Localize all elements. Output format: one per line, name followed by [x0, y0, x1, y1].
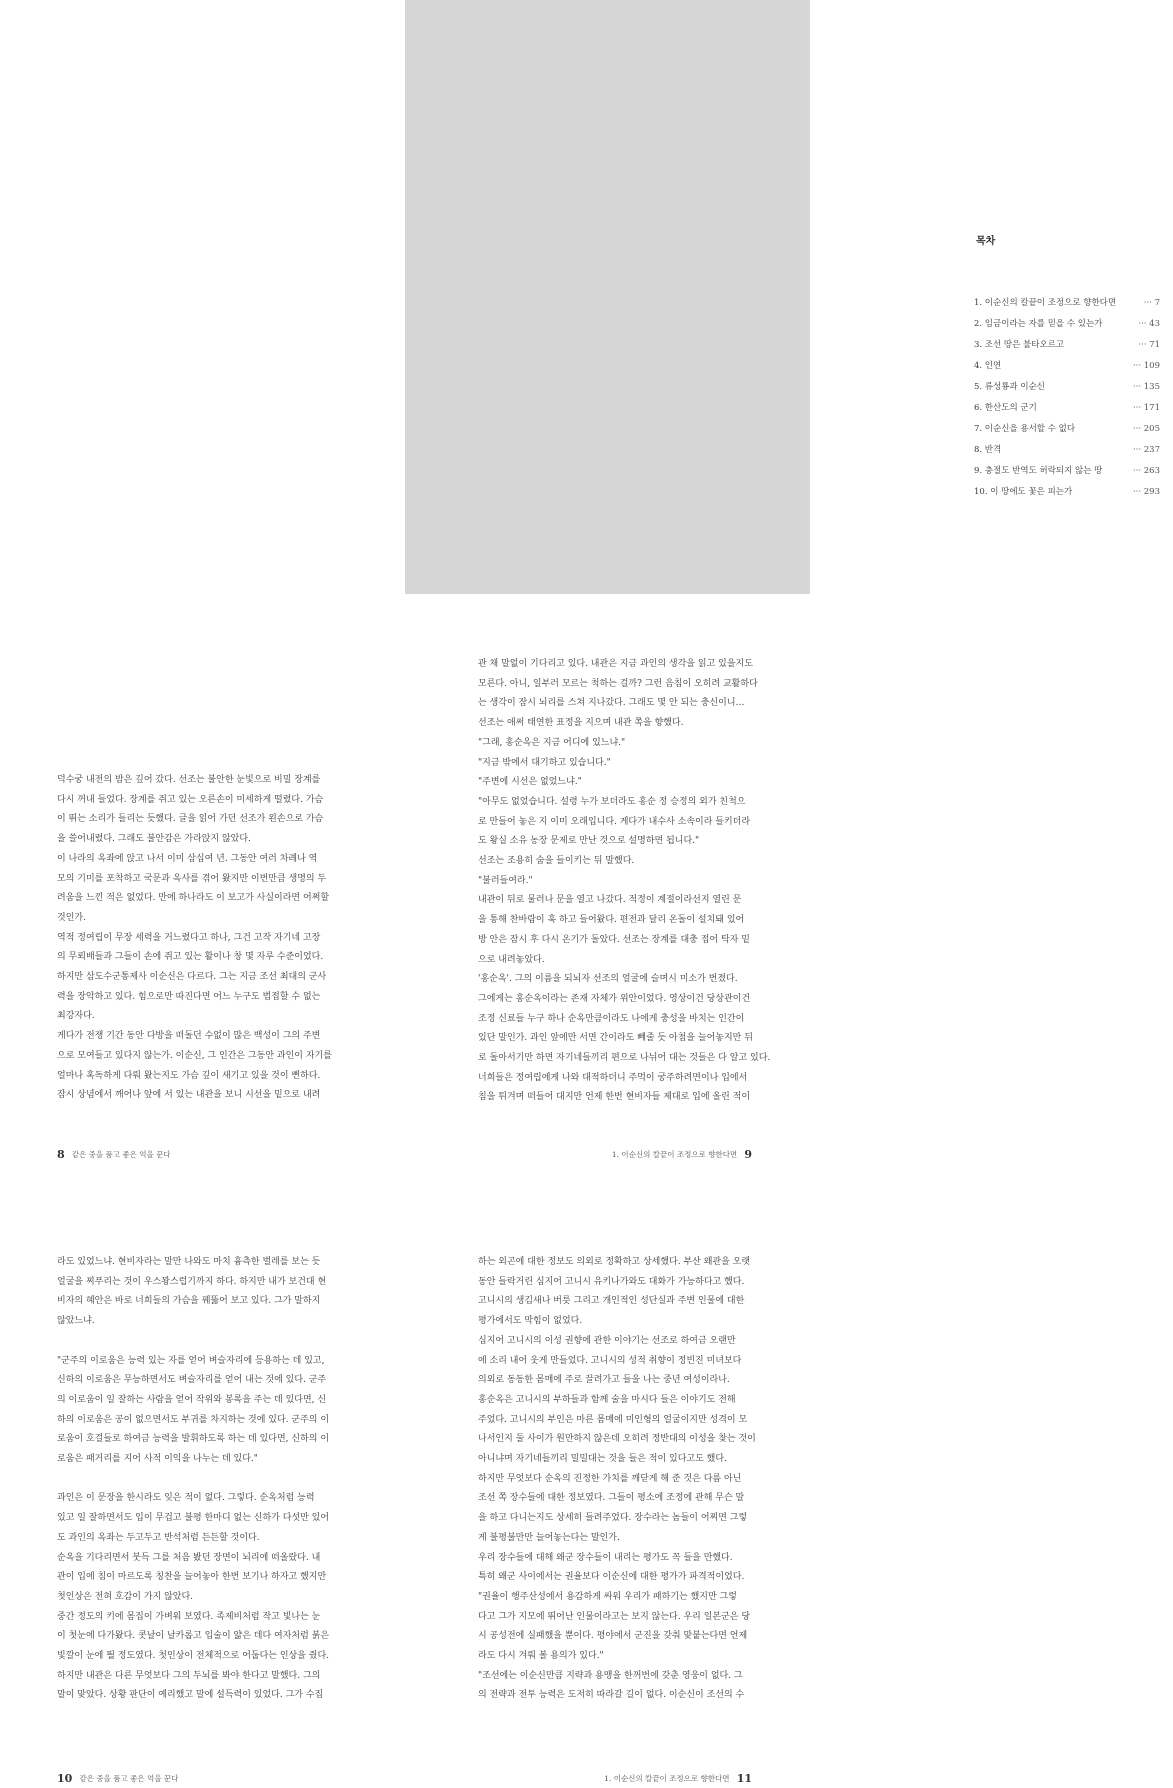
text-line: 것인가. — [57, 912, 86, 923]
text-line: 고니시의 생김새나 버릇 그리고 개인적인 성단실과 주변 인물에 대한 — [478, 1296, 745, 1307]
text-line: 우리 장수들에 대해 왜군 장수들이 내리는 평가도 꼭 들을 만했다. — [478, 1552, 733, 1563]
text-line: "권율이 행주산성에서 용감하게 싸워 우리가 패하기는 했지만 그렇 — [478, 1591, 737, 1602]
text-line: 라도 다시 겨뤄 볼 용의가 있다." — [478, 1651, 604, 1662]
text-line: 의 무뢰배들과 그들이 손에 쥐고 있는 활이나 창 몇 자루 수준이었다. — [57, 952, 324, 963]
text-line: 빛깔이 눈에 띌 정도였다. 첫인상이 전체적으로 어둡다는 인상을 줬다. — [57, 1651, 330, 1662]
text-line: "주변에 시선은 없었느냐." — [478, 777, 582, 788]
toc-item-page: ··· 293 — [1132, 487, 1160, 497]
text-line: 력을 장악하고 있다. 힘으로만 따진다면 어느 누구도 범접할 수 없는 — [57, 991, 321, 1002]
text-line: 도 왕실 소유 농장 문제로 만난 것으로 설명하면 됩니다." — [478, 836, 700, 847]
text-line: 의 이로움이 일 잘하는 사람을 얻어 작위와 봉록을 주는 데 있다면, 신 — [57, 1394, 327, 1405]
text-line: 동안 들락거린 심지어 고니시 유키나가와도 대화가 가능하다고 했다. — [478, 1276, 745, 1287]
page-number: 10 — [57, 1772, 73, 1785]
paragraph-gap — [57, 1470, 332, 1490]
text-line: 선조는 조용히 숨을 들이키는 뒤 말했다. — [478, 856, 635, 867]
text-line: 하는 외곤에 대한 정보도 의외로 정확하고 상세했다. 부산 왜관을 오랫 — [478, 1257, 751, 1267]
table-of-contents — [957, 210, 1173, 522]
text-line: 아니냐며 자기네들끼리 밀밀대는 것을 들은 적이 있다고도 했다. — [478, 1454, 727, 1465]
page-11-footer — [604, 1772, 752, 1785]
text-line: 의외로 동동한 몸매에 주로 끌려가고 들을 나는 중년 여성이라나. — [478, 1375, 730, 1386]
text-line: 조정 신료들 누구 하나 순옥만큼이라도 나에게 충성을 바치는 인간이 — [478, 1013, 745, 1024]
page-number: 9 — [744, 1148, 752, 1161]
paragraph-gap — [57, 1332, 332, 1352]
toc-item — [974, 356, 1160, 377]
toc-item-page: ··· 109 — [1132, 361, 1160, 371]
toc-item-title: 10. 이 땅에도 꽃은 피는가 — [974, 487, 1073, 497]
toc-item — [974, 335, 1160, 356]
text-line: 이 나라의 옥좌에 앉고 나서 이미 삼십여 년. 그동안 여러 차례나 역 — [57, 853, 318, 864]
text-line: 얼굴을 찌푸리는 것이 우스꽝스럽기까지 하다. 하지만 내가 보건대 현 — [57, 1276, 327, 1287]
text-line: 다고 그가 지모에 뛰어난 인물이라고는 보지 않는다. 우리 일본군은 당 — [478, 1611, 751, 1622]
page-8-footer — [57, 1148, 171, 1161]
running-header: 1. 이순신의 칼끝이 조정으로 향한다면 — [604, 1774, 730, 1783]
text-line: 않았느냐. — [57, 1316, 95, 1327]
text-line: 첫인상은 전혀 호감이 가지 않았다. — [57, 1591, 194, 1602]
toc-item-page: ··· 7 — [1143, 298, 1160, 308]
text-line: "불러들여라." — [478, 875, 533, 886]
text-line: 주었다. 고니시의 부인은 마른 몸매에 미인형의 얼굴이지만 성격이 모 — [478, 1414, 748, 1425]
text-line: 게 불평불만만 늘어놓는다는 말인가. — [478, 1532, 620, 1543]
text-line: 비자의 혜안은 바로 너희들의 가슴을 꿰뚫어 보고 있다. 그가 말하지 — [57, 1296, 321, 1307]
toc-item — [974, 314, 1160, 335]
toc-item — [974, 461, 1160, 482]
text-line: 덕수궁 내전의 밤은 깊어 갔다. 선조는 불안한 눈빛으로 비밀 장계를 — [57, 775, 321, 785]
text-line: 로 만들어 놓은 지 이미 오래입니다. 게다가 내수사 소속이라 들키더라 — [478, 816, 751, 827]
text-line: 그에게는 홍순옥이라는 존재 자체가 위안이었다. 영상이건 당상관이건 — [478, 993, 751, 1004]
toc-item-title: 5. 류성룡과 이순신 — [974, 382, 1045, 392]
page-9-footer — [612, 1148, 752, 1161]
text-line: 잠시 상념에서 깨어나 앞에 서 있는 내관을 보니 시선을 밑으로 내려 — [57, 1090, 321, 1101]
toc-item — [974, 482, 1160, 503]
text-line: "조선에는 이순신만큼 지략과 용맹을 한꺼번에 갖춘 영웅이 없다. 그 — [478, 1670, 743, 1681]
text-line: 과인은 이 문장을 한시라도 잊은 적이 없다. 그렇다. 순옥처럼 능력 — [57, 1493, 315, 1504]
text-line: "지금 밖에서 대기하고 있습니다." — [478, 757, 611, 768]
text-line: 도 과인의 옥좌는 두고두고 반석처럼 든든할 것이다. — [57, 1532, 260, 1543]
text-line: 선조는 애써 태연한 표정을 지으며 내관 쪽을 향했다. — [478, 718, 684, 729]
text-line: 조선 쪽 장수들에 대한 정보였다. 그들이 평소에 조정에 관해 무슨 말 — [478, 1493, 745, 1504]
text-line: 의 전략과 전투 능력은 도저히 따라갈 길이 없다. 이순신이 조선의 수 — [478, 1690, 745, 1701]
text-line: 모의 기미를 포착하고 국문과 옥사를 겪어 왔지만 이번만큼 생명의 두 — [57, 873, 327, 884]
toc-item-page: ··· 263 — [1132, 466, 1160, 476]
text-line: 너희들은 정여립에게 나와 대적하더니 주먹이 궁주하려면이나 입에서 — [478, 1072, 748, 1083]
toc-item — [974, 440, 1160, 461]
running-header: 같은 중을 품고 좋은 억을 꾼다 — [79, 1774, 179, 1783]
text-line: 침을 튀겨며 떠들어 대지만 언제 한번 현비자들 제대로 입에 올린 적이 — [478, 1092, 751, 1103]
page-8-body — [57, 771, 332, 1106]
text-line: 평가에서도 막힘이 없었다. — [478, 1316, 583, 1327]
text-line: 특히 왜군 사이에서는 권율보다 이순신에 대한 평가가 파격적이었다. — [478, 1572, 745, 1583]
text-line: 려움을 느낀 적은 없었다. 만에 하나라도 이 보고가 사실이라면 어쩌할 — [57, 893, 330, 904]
running-header: 1. 이순신의 칼끝이 조정으로 향한다면 — [611, 1150, 738, 1159]
page-10-body — [57, 1253, 332, 1706]
text-line: 이 첫눈에 다가왔다. 콧날이 날카롭고 입술이 얇은 데다 여자처럼 붉은 — [57, 1631, 330, 1642]
text-line: 관 채 말없이 기다리고 있다. 내관은 지금 과인의 생각을 읽고 있을지도 — [478, 659, 753, 669]
text-line: 하지만 삼도수군통제사 이순신은 다르다. 그는 지금 조선 최대의 군사 — [57, 972, 327, 983]
toc-item-title: 6. 한산도의 군기 — [974, 403, 1037, 413]
page-10-footer — [57, 1772, 178, 1785]
toc-item-page: ··· 135 — [1132, 382, 1160, 392]
toc-item-page: ··· 71 — [1138, 340, 1160, 350]
text-line: '홍순옥'. 그의 이름을 되뇌자 선조의 얼굴에 슬며시 미소가 번졌다. — [478, 974, 738, 985]
text-line: 게다가 전쟁 기간 동안 다방을 떠돌던 수없이 많은 백성이 그의 주변 — [57, 1031, 321, 1042]
text-line: 심지어 고니시의 이성 권향에 관한 이야기는 선조로 하여금 오랜만 — [478, 1335, 736, 1346]
text-line: 모른다. 아니, 일부러 모르는 척하는 걸까? 그런 음침이 오히려 교활하다 — [478, 678, 758, 689]
text-line: 신하의 이로움은 무능하면서도 벼슬자리를 얻어 내는 것에 있다. 군주 — [57, 1375, 327, 1386]
text-line: 중간 정도의 키에 몸집이 가벼워 보였다. 족제비처럼 작고 빛나는 눈 — [57, 1611, 321, 1622]
text-line: 라도 있었느냐. 현비자라는 말만 나와도 마치 흉측한 벌레를 보는 듯 — [57, 1257, 321, 1267]
text-line: 말이 맞았다. 상황 판단이 예리했고 말에 설득력이 있었다. 그가 수집 — [57, 1690, 324, 1701]
text-line: 있단 말인가. 과인 앞에만 서면 간이라도 빼줄 듯 아첨을 늘어놓지만 뒤 — [478, 1033, 753, 1044]
toc-item-page: ··· 171 — [1132, 403, 1160, 413]
text-line: 내관이 뒤로 물러나 문을 열고 나갔다. 적정이 계절이라선지 열린 문 — [478, 895, 742, 906]
text-line: "아무도 없었습니다. 설령 누가 보더라도 홍순 정 승정의 외가 친척으 — [478, 796, 746, 807]
toc-item-title: 7. 이순신을 용서할 수 없다 — [974, 424, 1076, 434]
text-line: 다시 꺼내 들었다. 장계를 쥐고 있는 오른손이 미세하게 떨렸다. 가슴 — [57, 794, 324, 805]
page-number: 11 — [736, 1772, 752, 1785]
toc-title: 목차 — [976, 236, 996, 247]
toc-item-page: ··· 205 — [1132, 424, 1160, 434]
page-9-body — [478, 655, 771, 1108]
text-line: 하의 이로움은 공이 없으면서도 부귀를 차지하는 것에 있다. 군주의 이 — [57, 1414, 330, 1425]
toc-item — [974, 419, 1160, 440]
text-line: 에 소리 내어 웃게 만들었다. 고니시의 성적 취향이 정빈진 미녀보다 — [478, 1355, 742, 1366]
text-line: 로움이 호걸들로 하여금 능력을 발휘하도록 하는 데 있다면, 신하의 이 — [57, 1434, 330, 1445]
page-11-body — [478, 1253, 756, 1706]
toc-item-page: ··· 237 — [1132, 445, 1160, 455]
text-line: 있고 일 잘하면서도 입이 무겁고 불평 한마디 없는 신하가 다섯만 있어 — [57, 1513, 330, 1524]
text-line: 홍순옥은 고니시의 부하들과 함께 술을 마시다 들은 이야기도 전해 — [478, 1394, 736, 1405]
text-line: 을 통해 찬바람이 훅 하고 들어왔다. 편전과 달리 온돌이 설치돼 있어 — [478, 915, 745, 926]
text-line: 순옥을 기다리면서 붓득 그를 처음 봤던 장면이 뇌리에 떠올랐다. 내 — [57, 1552, 321, 1563]
text-line: 하지만 내관은 다른 무엇보다 그의 두뇌를 봐야 한다고 말했다. 그의 — [57, 1670, 321, 1681]
toc-item — [974, 293, 1160, 314]
text-line: 관이 입에 침이 마르도록 칭찬을 늘어놓아 한번 보기나 하자고 했지만 — [57, 1572, 327, 1583]
toc-list — [974, 293, 1160, 503]
text-line: 으로 내려놓았다. — [478, 954, 545, 965]
toc-item-title: 8. 반격 — [974, 445, 1002, 455]
text-line: 나서인지 둘 사이가 원만하지 않은데 오히려 정반대의 이성을 찾는 것이 — [478, 1434, 756, 1445]
text-line: 이 뛰는 소리가 들리는 듯했다. 글을 읽어 가던 선조가 왼손으로 가슴 — [57, 814, 324, 825]
cover-gray-background — [405, 0, 1160, 594]
text-line: 는 생각이 잠시 뇌리를 스쳐 지나갔다. 그래도 몇 안 되는 충신이니… — [478, 698, 745, 709]
text-line: 을 쓸어내렸다. 그래도 불안감은 가라앉지 않았다. — [57, 834, 251, 845]
text-line: 로움은 패거리를 지어 사적 이익을 나누는 데 있다." — [57, 1454, 258, 1465]
toc-item-page: ··· 43 — [1138, 319, 1160, 329]
text-line: 하지만 무엇보다 순옥의 진정한 가치를 깨닫게 해 준 것은 다름 아닌 — [478, 1473, 742, 1484]
toc-item-title: 1. 이순신의 칼끝이 조정으로 향한다면 — [974, 298, 1117, 308]
running-header: 같은 중을 품고 좋은 억을 꾼다 — [71, 1150, 171, 1159]
text-line: 방 안은 잠시 후 다시 온기가 돌았다. 선조는 장계를 대충 접어 탁자 밑 — [478, 934, 750, 945]
text-line: 얼마나 혹독하게 다뤄 왔는지도 가슴 깊이 새기고 있을 것이 뻔하다. — [57, 1070, 321, 1081]
text-line: "그래, 홍순옥은 지금 어디에 있느냐." — [478, 737, 626, 748]
toc-item — [974, 377, 1160, 398]
toc-item-title: 2. 임금이라는 자를 믿을 수 있는가 — [974, 319, 1103, 329]
toc-item — [974, 398, 1160, 419]
text-line: 을 하고 다니는지도 상세히 들려주었다. 장수라는 놈들이 어찌면 그렇 — [478, 1513, 748, 1524]
page-number: 8 — [57, 1148, 65, 1161]
text-line: 로 돌아서기만 하면 자기네들끼리 편으로 나뉘어 대는 것들은 다 알고 있다. — [478, 1053, 771, 1064]
text-line: "군주의 이로움은 능력 있는 자를 얻어 벼슬자리에 등용하는 데 있고, — [57, 1355, 325, 1366]
text-line: 시 공성전에 실패했을 뿐이다. 평야에서 군진을 갖춰 맞붙는다면 언제 — [478, 1631, 748, 1642]
toc-item-title: 3. 조선 땅은 불타오르고 — [974, 340, 1065, 350]
text-line: 최강자다. — [57, 1011, 95, 1022]
text-line: 역적 정여립이 무장 세력을 거느렸다고 하나, 그건 고작 자기네 고장 — [57, 932, 321, 943]
toc-item-title: 4. 인연 — [974, 361, 1002, 371]
text-line: 으로 모여들고 있다지 않는가. 이순신, 그 인간은 그동안 과인이 자기를 — [57, 1050, 332, 1061]
toc-item-title: 9. 충절도 반역도 허락되지 않는 땅 — [974, 466, 1103, 476]
